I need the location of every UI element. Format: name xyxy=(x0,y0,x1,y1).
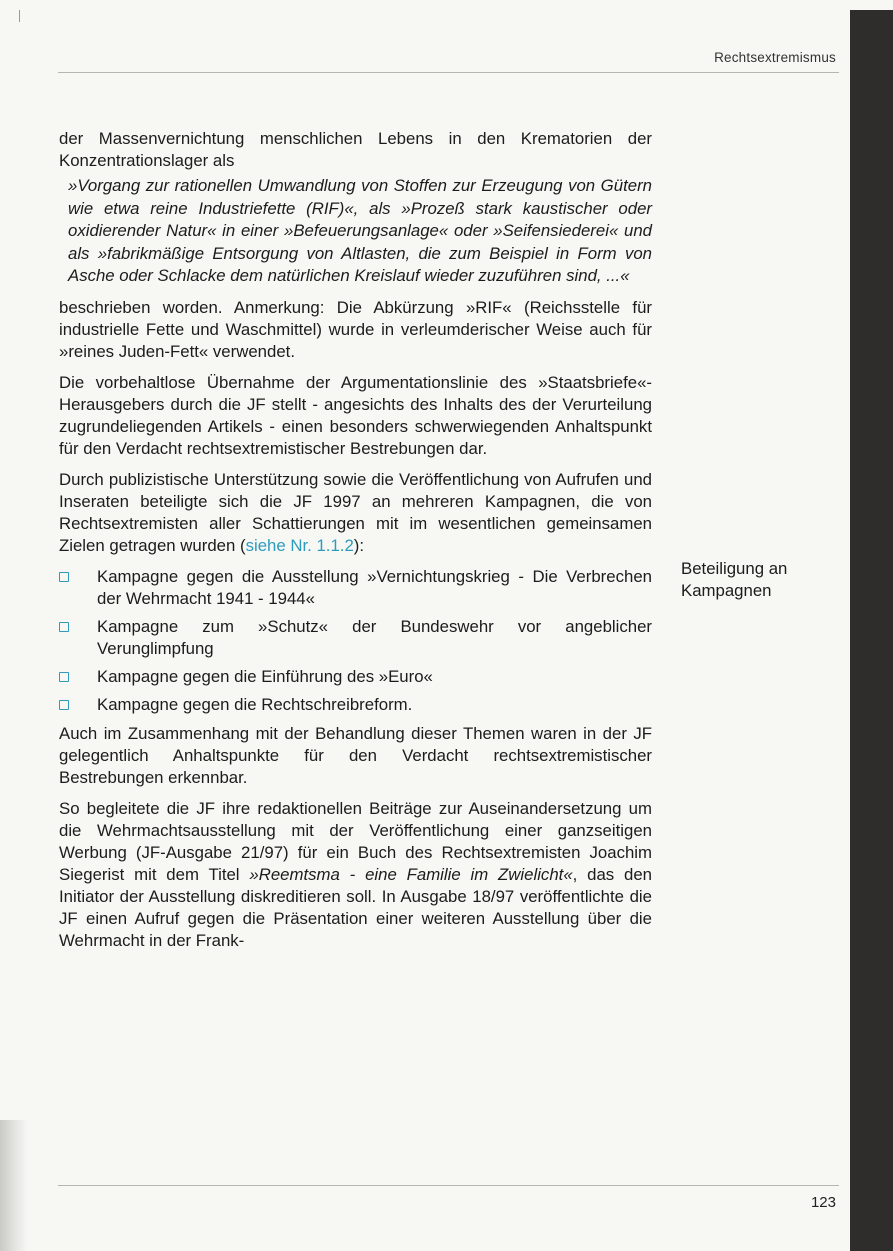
paragraph-6-before: So begleitete die JF ihre redaktionellen Beiträge zur Auseinandersetzung um die Wehrmachtsausstellung mit der Veröffentlichung einer ganzseitigen Werbung (JF-Ausgabe 21/97) für ein Buch des Rechtsextremisten Joachim Siegerist mit dem Titel xyxy=(59,798,652,884)
margin-note xyxy=(681,558,831,602)
main-text-column xyxy=(59,128,652,961)
header-rule xyxy=(58,72,839,73)
footer-rule xyxy=(58,1185,839,1186)
paragraph-4-tail: ): xyxy=(353,535,365,555)
list-item-text: Kampagne zum »Schutz« der Bundeswehr vor angeblicher Verunglimpfung xyxy=(97,616,652,658)
page-number: 123 xyxy=(810,1194,836,1211)
paragraph-5: Auch im Zusammenhang mit der Behandlung dieser Themen waren in der JF gelegentlich Anhaltspunkte für den Verdacht rechtsextremistischer Bestrebungen erkennbar. xyxy=(59,723,652,787)
checkbox-bullet-icon xyxy=(59,622,69,632)
list-item-text: Kampagne gegen die Einführung des »Euro« xyxy=(97,666,433,686)
checkbox-bullet-icon xyxy=(59,672,69,682)
paragraph-4 xyxy=(59,469,652,557)
margin-note-line-2: Kampagnen xyxy=(681,581,772,600)
page-edge-bar xyxy=(850,10,893,1251)
running-header: Rechtsextremismus xyxy=(714,50,836,65)
list-item xyxy=(59,666,652,688)
list-item xyxy=(59,616,652,660)
campaign-list xyxy=(59,566,652,716)
paragraph-4-text: Durch publizistische Unterstützung sowie die Veröffentlichung von Aufrufen und Inseraten beteiligte sich die JF 1997 an mehreren Kampagnen, die von Rechtsextremisten aller Schattierungen mit im wesentlichen gemeinsamen Zielen getragen wurden ( xyxy=(59,469,652,555)
paragraph-6-after: , das den Initiator der Ausstellung diskreditieren soll. In Ausgabe 18/97 veröffentlichte die JF einen Aufruf gegen die Präsentation einer weiteren Ausstellung über die Wehrmacht in der Frank- xyxy=(59,864,653,950)
crop-mark xyxy=(19,10,20,22)
binding-shadow xyxy=(0,1120,28,1251)
book-title: »Reemtsma - eine Familie im Zwielicht« xyxy=(249,864,573,884)
paragraph-1: der Massenvernichtung menschlichen Lebens in den Krematorien der Konzentrationslager als xyxy=(59,129,652,170)
paragraph-2: beschrieben worden. Anmerkung: Die Abkürzung »RIF« (Reichsstelle für industrielle Fette und Waschmittel) wurde in verleumderischer Weise auch für »reines Juden-Fett« verwendet. xyxy=(59,297,652,361)
block-quote: »Vorgang zur rationellen Umwandlung von Stoffen zur Erzeugung von Gütern wie etwa reine Industriefette (RIF)«, als »Prozeß stark kaustischer oder oxidierender Natur« in einer »Befeuerungsanlage« oder »Seifensiederei« und als »fabrikmäßige Entsorgung von Altlasten, die zum Beispiel in Form von Asche oder Schlacke dem natürlichen Kreislauf wieder zuzuführen sind, ...« xyxy=(68,176,652,285)
list-item xyxy=(59,566,652,610)
cross-reference-link[interactable]: siehe Nr. 1.1.2 xyxy=(245,535,354,555)
list-item-text: Kampagne gegen die Ausstellung »Vernichtungskrieg - Die Verbrechen der Wehrmacht 1941 - 1944« xyxy=(97,566,652,608)
list-item-text: Kampagne gegen die Rechtschreibreform. xyxy=(97,694,413,714)
paragraph-3: Die vorbehaltlose Übernahme der Argumentationslinie des »Staatsbriefe«-Herausgebers durch die JF stellt - angesichts des Inhalts des der Verurteilung zugrundeliegenden Artikels - einen besonders schwerwiegenden Anhaltspunkt für den Verdacht rechtsextremistischer Bestrebungen dar. xyxy=(59,372,652,458)
checkbox-bullet-icon xyxy=(59,700,69,710)
checkbox-bullet-icon xyxy=(59,572,69,582)
margin-note-line-1: Beteiligung an xyxy=(681,559,788,578)
list-item xyxy=(59,694,652,716)
paragraph-6 xyxy=(59,798,652,952)
